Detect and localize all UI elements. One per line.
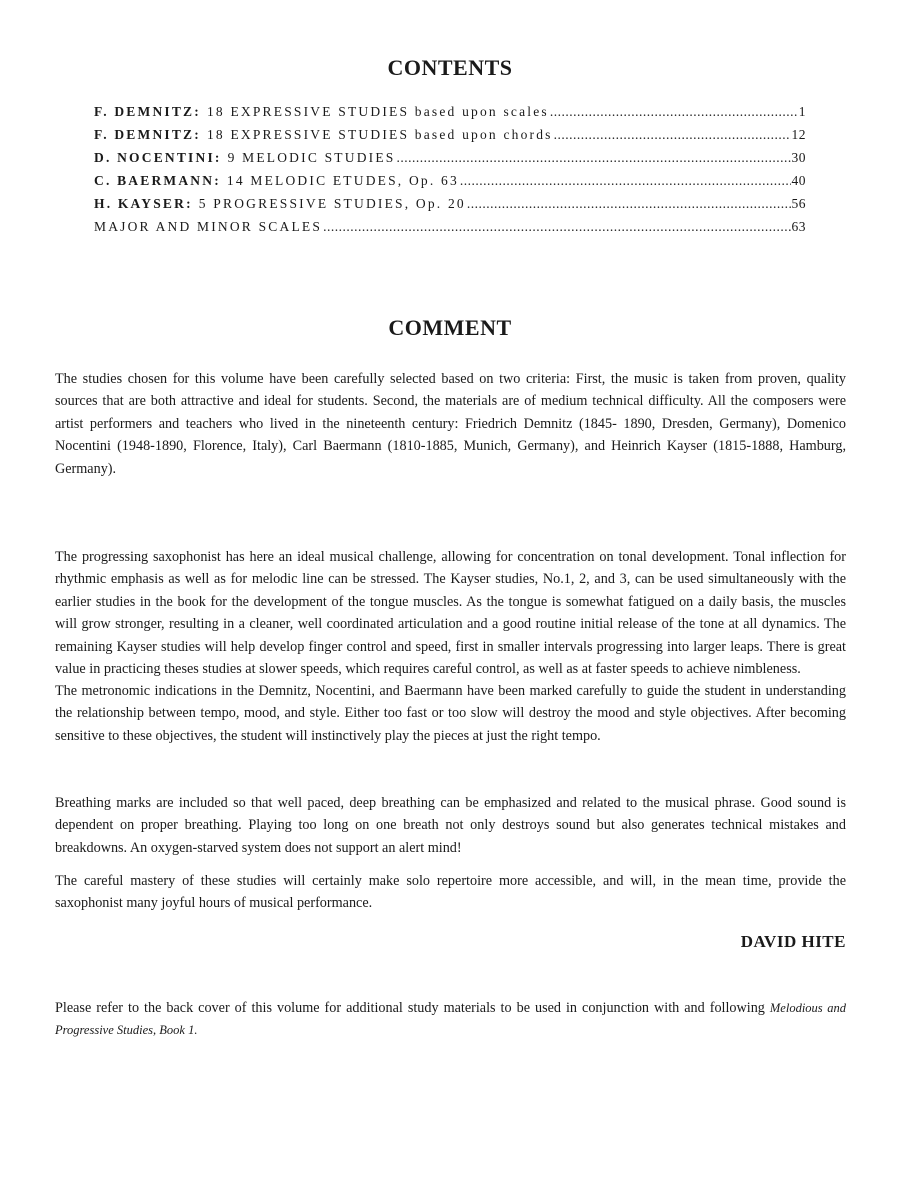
toc-leader-dots <box>323 219 790 235</box>
toc-leader-dots <box>554 127 791 143</box>
contents-heading: CONTENTS <box>387 55 513 80</box>
toc-author: C. BAERMANN: <box>94 173 221 188</box>
toc-entry <box>94 127 806 150</box>
toc-entry <box>94 173 806 196</box>
toc-author: D. NOCENTINI: <box>94 150 222 165</box>
toc-title: 5 PROGRESSIVE STUDIES, Op. 20 <box>198 196 466 211</box>
toc-leader-dots <box>460 173 791 189</box>
comment-paragraph: The progressing saxophonist has here an ideal musical challenge, allowing for concentration on tonal development. Tonal inflection for rhythmic emphasis as well as for melodic line can be stressed. The Kayser studies, No.1, 2, and 3, can be used simultaneously with the earlier studies in the book for the development of the tongue muscles. As the tongue is somewhat fatigued on a daily basis, the muscles will grow stronger, resulting in a cleaner, well coordinated articulation and a good routine initial release of the tone at all dynamics. The remaining Kayser studies will help develop finger control and speed, first in smaller intervals progressing into larger leaps. There is great value in practicing theses studies at slower speeds, which requires careful control, as well as at faster speeds to achieve nimbleness. <box>55 549 846 678</box>
toc-title: MAJOR AND MINOR SCALES <box>94 219 323 234</box>
comment-heading: COMMENT <box>388 315 512 340</box>
back-cover-note-text: Please refer to the back cover of this volume for additional study materials to be used in conjunction with and following <box>55 1000 765 1016</box>
toc-page-number: 63 <box>791 219 806 234</box>
toc-page-number: 56 <box>791 196 806 211</box>
toc-entry <box>94 196 806 219</box>
toc-author: H. KAYSER: <box>94 196 193 211</box>
toc-author: F. DEMNITZ: <box>94 127 201 142</box>
toc-author: F. DEMNITZ: <box>94 104 201 119</box>
toc-page-number: 30 <box>791 150 806 165</box>
back-cover-note <box>55 997 846 1042</box>
comment-paragraph: Breathing marks are included so that well paced, deep breathing can be emphasized and related to the musical phrase. Good sound is dependent on proper breathing. Playing too long on one breath not only destroys sound but also generates technical mistakes and breakdowns. An oxygen-starved system does not support an alert mind! <box>55 795 846 856</box>
toc-page-number: 12 <box>791 127 806 142</box>
toc-title: 18 EXPRESSIVE STUDIES based upon chords <box>206 127 553 142</box>
toc-entry <box>94 150 806 173</box>
toc-title: 18 EXPRESSIVE STUDIES based upon scales <box>206 104 549 119</box>
comment-paragraph: The metronomic indications in the Demnitz, Nocentini, and Baermann have been marked carefully to guide the student in understanding the relationship between tempo, mood, and style. Either too fast or too slow will destroy the mood and style objectives. After becoming sensitive to these objectives, the student will instinctively play the pieces at just the right tempo. <box>55 683 846 744</box>
comment-paragraph: The studies chosen for this volume have been carefully selected based on two criteria: First, the music is taken from proven, quality sources that are both attractive and ideal for students. Second, the materials are of medium technical difficulty. All the composers were artist performers and teachers who lived in the nineteenth century: Friedrich Demnitz (1845- 1890, Dresden, Germany), Domenico Nocentini (1948-1890, Florence, Italy), Carl Baermann (1810-1885, Munich, Germany), and Heinrich Kayser (1815-1888, Hamburg, Germany). <box>55 371 846 477</box>
toc-entry <box>94 104 806 127</box>
toc-leader-dots <box>467 196 791 212</box>
comment-paragraph: The careful mastery of these studies will certainly make solo repertoire more accessible, and will, in the mean time, provide the saxophonist many joyful hours of musical performance. <box>55 873 846 912</box>
toc-leader-dots <box>550 104 798 120</box>
table-of-contents <box>94 104 806 242</box>
toc-title: 14 MELODIC ETUDES, Op. 63 <box>226 173 459 188</box>
toc-leader-dots <box>397 150 791 166</box>
toc-page-number: 1 <box>798 104 806 119</box>
book-title: Melodious and Progressive Studies, Book 1. <box>55 1001 846 1038</box>
toc-entry <box>94 219 806 242</box>
toc-title: 9 MELODIC STUDIES <box>227 150 396 165</box>
author-signature: DAVID HITE <box>740 932 846 951</box>
toc-page-number: 40 <box>791 173 806 188</box>
